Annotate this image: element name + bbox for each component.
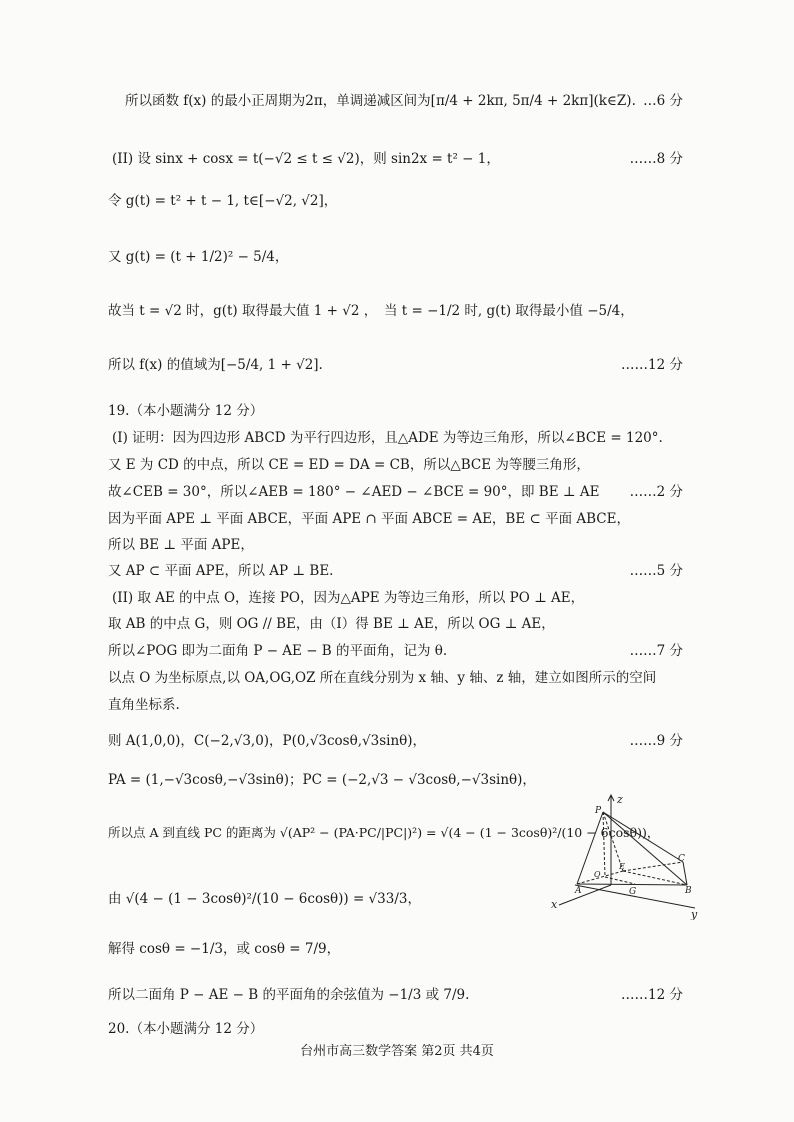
line-text: 由 √(4 − (1 − 3cosθ)²/(10 − 6cosθ)) = √33/3， (108, 891, 421, 907)
line-text: 又 g(t) = (t + 1/2)² − 5/4， (108, 249, 289, 265)
line-text: 20.（本小题满分 12 分） (108, 1021, 264, 1037)
line-text: 所以函数 f(x) 的最小正周期为2π，单调递减区间为[π/4 + 2kπ, 5π/4 + 2kπ](k∈Z). (125, 93, 636, 109)
x-axis (559, 885, 611, 905)
line-text: (II) 取 AE 的中点 O，连接 PO，因为△APE 为等边三角形，所以 PO ⊥ AE， (112, 590, 585, 606)
label-b: B (685, 886, 692, 896)
line-text: 故当 t = √2 时，g(t) 取得最大值 1 + √2 ， 当 t = −1/2 时, g(t) 取得最小值 −5/4， (108, 303, 634, 319)
label-y: y (691, 908, 698, 920)
line-text: 所以二面角 P − AE − B 的平面角的余弦值为 −1/3 或 7/9. (108, 987, 470, 1003)
line-text: (II) 设 sinx + cosx = t(−√2 ≤ t ≤ √2)，则 sin2x = t² − 1， (112, 151, 500, 167)
score-mark: …6 分 (643, 93, 683, 109)
label-p: P (595, 806, 602, 816)
line-text: 因为平面 APE ⊥ 平面 ABCE，平面 APE ∩ 平面 ABCE = AE，BE ⊂ 平面 ABCE， (108, 511, 630, 527)
line-text: 直角坐标系. (108, 697, 180, 713)
label-a: A (575, 886, 582, 896)
label-g: G (629, 887, 637, 897)
label-e: E (619, 862, 625, 871)
edge-eb (623, 871, 687, 885)
label-z: z (617, 793, 623, 806)
line-text: 所以 f(x) 的值域为[−5/4, 1 + √2]. (108, 357, 323, 373)
geometry-figure (545, 785, 715, 920)
edge-po (603, 812, 605, 877)
score-mark: ……2 分 (629, 484, 683, 500)
line-text: 取 AB 的中点 G，则 OG // BE，由（I）得 BE ⊥ AE，所以 OG ⊥ AE， (108, 616, 555, 632)
line-text: 19.（本小题满分 12 分） (108, 403, 264, 419)
edge-og (605, 877, 635, 884)
line-text: 所以 BE ⊥ 平面 APE， (108, 537, 254, 553)
score-mark: ……7 分 (629, 643, 683, 659)
label-c: C (678, 854, 685, 864)
edge-pc (603, 812, 683, 862)
score-mark: ……12 分 (621, 987, 683, 1003)
line-text: 解得 cosθ = −1/3，或 cosθ = 7/9， (108, 941, 341, 957)
score-mark: ……12 分 (621, 357, 683, 373)
edge-ec (623, 862, 683, 871)
line-text: PA = (1,−√3cosθ,−√3sinθ)；PC = (−2,√3 − √3cosθ,−√3sinθ)， (108, 772, 536, 788)
line-text: 故∠CEB = 30°，所以∠AEB = 180° − ∠AED − ∠BCE = 90°，即 BE ⊥ AE (108, 484, 600, 500)
edge-pb (603, 812, 687, 885)
edge-ab (577, 884, 687, 885)
line-text: (I) 证明：因为四边形 ABCD 为平行四边形，且△ADE 为等边三角形，所以∠BCE = 120°. (112, 430, 663, 446)
line-text: 令 g(t) = t² + t − 1, t∈[−√2, √2]， (108, 193, 338, 209)
line-text: 以点 O 为坐标原点,以 OA,OG,OZ 所在直线分别为 x 轴、y 轴、z 轴，建立如图所示的空间 (108, 670, 657, 686)
line-text: 所以点 A 到直线 PC 的距离为 √(AP² − (PA·PC/|PC|)²) = √(4 − (1 − 3cosθ)²/(10 − 6cosθ))， (108, 825, 660, 840)
line-text: 又 E 为 CD 的中点，所以 CE = ED = DA = CB，所以△BCE 为等腰三角形， (108, 457, 590, 473)
line-text: 所以∠POG 即为二面角 P − AE − B 的平面角，记为 θ. (108, 643, 448, 659)
page-footer: 台州市高三数学答案 第2页 共4页 (300, 1044, 494, 1059)
label-x: x (551, 898, 558, 911)
line-text: 又 AP ⊂ 平面 APE，所以 AP ⊥ BE. (108, 563, 334, 579)
score-mark: ……8 分 (629, 151, 683, 167)
label-o: O (594, 870, 601, 879)
score-mark: ……9 分 (629, 733, 683, 749)
line-text: 则 A(1,0,0)，C(−2,√3,0)，P(0,√3cosθ,√3sinθ)， (108, 733, 427, 749)
score-mark: ……5 分 (629, 563, 683, 579)
